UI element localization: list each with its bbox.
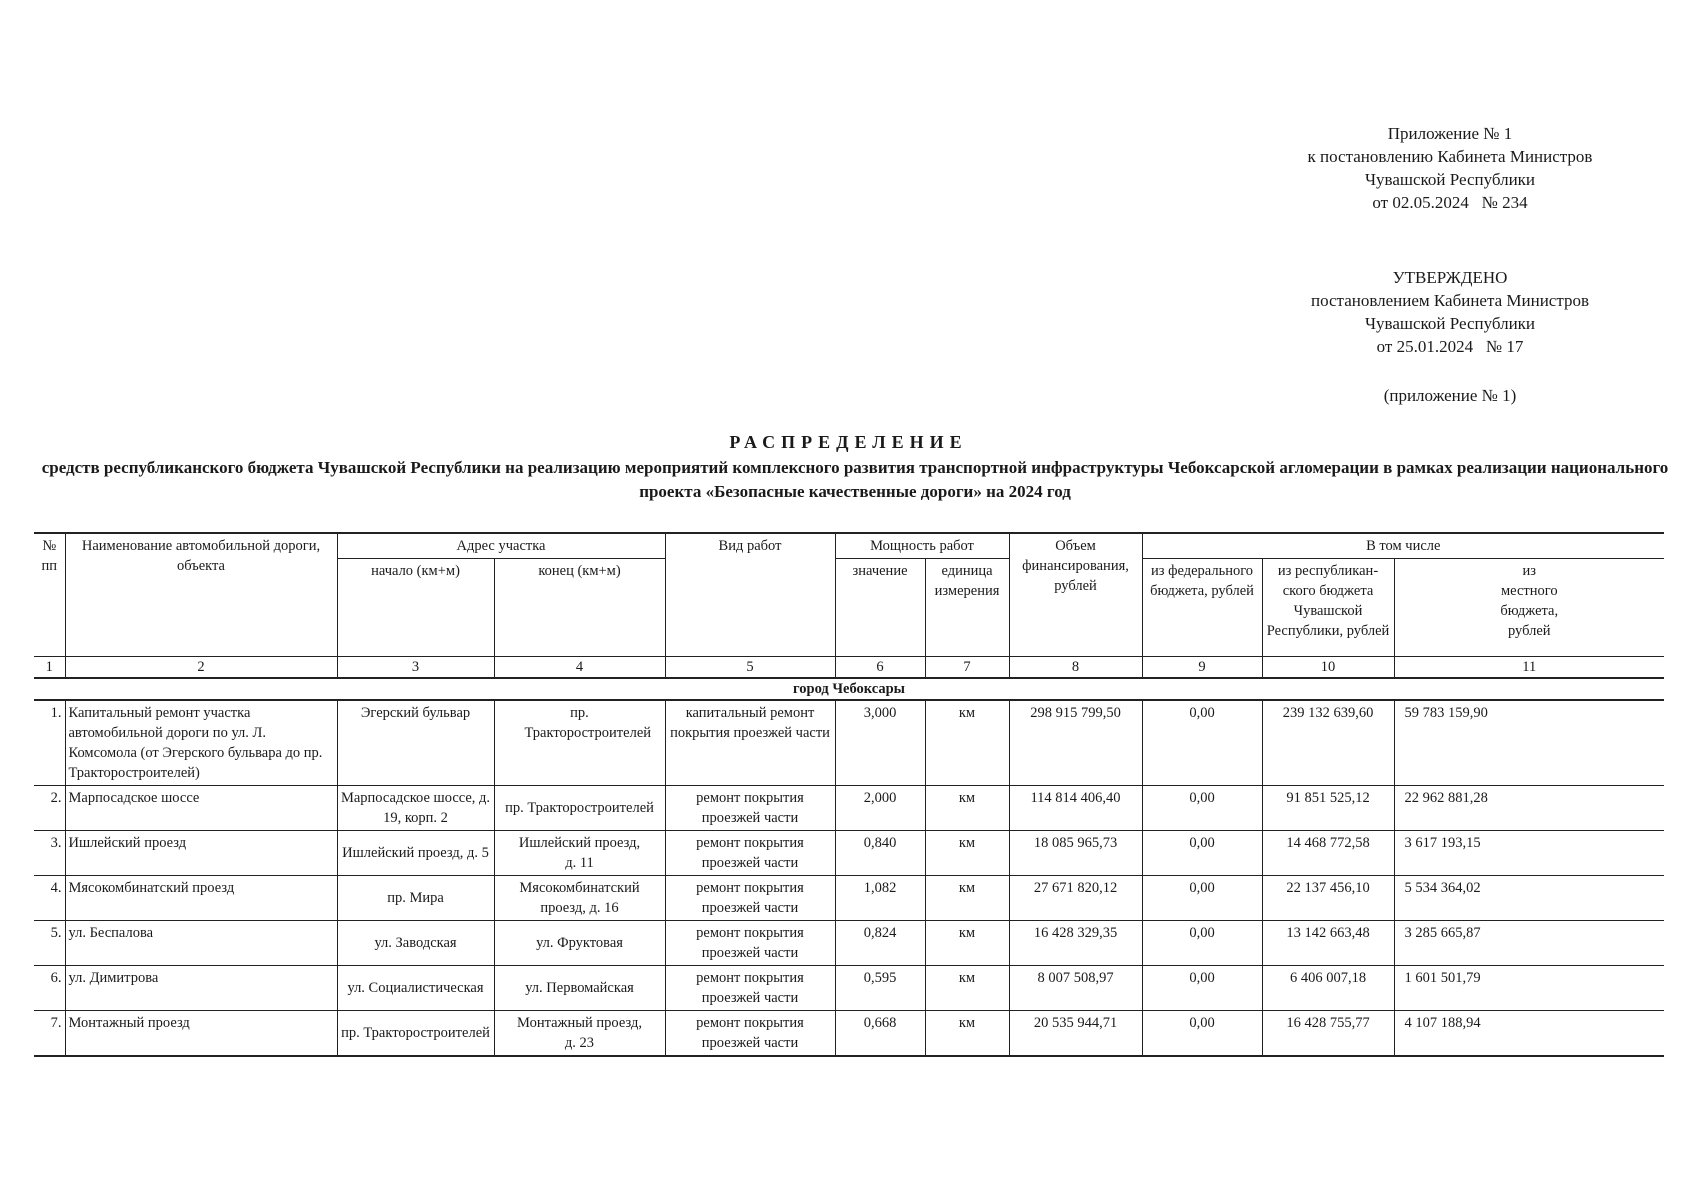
end-address: Ишлейский проезд, д. 11 [494, 831, 665, 876]
road-name: ул. Димитрова [65, 966, 337, 1011]
table-row [34, 921, 1664, 966]
capacity-unit: км [925, 786, 1009, 831]
approved-line-2: постановлением Кабинета Министров [1310, 291, 1590, 310]
header-num: № пп [34, 533, 65, 657]
capacity-value: 1,082 [835, 876, 925, 921]
funding-republic: 91 851 525,12 [1262, 786, 1394, 831]
funding-republic: 239 132 639,60 [1262, 700, 1394, 786]
row-number: 3. [34, 831, 65, 876]
funding-republic: 6 406 007,18 [1262, 966, 1394, 1011]
funding-republic: 14 468 772,58 [1262, 831, 1394, 876]
appendix-line-2: к постановлению Кабинета Министров [1307, 147, 1593, 166]
start-address: Марпосадское шоссе, д. 19, корп. 2 [337, 786, 494, 831]
funding-republic: 22 137 456,10 [1262, 876, 1394, 921]
header-federal: из федерального бюджета, рублей [1142, 559, 1262, 657]
funding-local: 3 285 665,87 [1394, 921, 1664, 966]
col-number: 4 [494, 657, 665, 679]
work-type: капитальный ремонт покрытия проезжей части [665, 700, 835, 786]
start-address: Ишлейский проезд, д. 5 [337, 831, 494, 876]
header-funding: Объем финансирования, рублей [1009, 533, 1142, 657]
road-name: Марпосадское шоссе [65, 786, 337, 831]
col-number: 6 [835, 657, 925, 679]
header-value: значение [835, 559, 925, 657]
capacity-unit: км [925, 921, 1009, 966]
header-start: начало (км+м) [337, 559, 494, 657]
table-row [34, 1011, 1664, 1057]
funding-local: 59 783 159,90 [1394, 700, 1664, 786]
work-type: ремонт покрытия проезжей части [665, 786, 835, 831]
capacity-unit: км [925, 1011, 1009, 1057]
col-number: 8 [1009, 657, 1142, 679]
col-number: 5 [665, 657, 835, 679]
capacity-value: 3,000 [835, 700, 925, 786]
start-address: пр. Мира [337, 876, 494, 921]
table-row [34, 831, 1664, 876]
funding-republic: 13 142 663,48 [1262, 921, 1394, 966]
funding-total: 8 007 508,97 [1009, 966, 1142, 1011]
funding-federal: 0,00 [1142, 786, 1262, 831]
document-subtitle: средств республиканского бюджета Чувашской Республики на реализацию мероприятий комплексного развития транспортной инфраструктуры Чебоксарской агломерации в рамках реализации национального проекта «Безопасные качественные дороги» на 2024 год [41, 458, 1669, 501]
table-row [34, 786, 1664, 831]
row-number: 4. [34, 876, 65, 921]
table-row [34, 876, 1664, 921]
funding-federal: 0,00 [1142, 700, 1262, 786]
section-title: город Чебоксары [34, 678, 1664, 700]
row-number: 1. [34, 700, 65, 786]
funding-total: 18 085 965,73 [1009, 831, 1142, 876]
col-number: 2 [65, 657, 337, 679]
funding-total: 298 915 799,50 [1009, 700, 1142, 786]
capacity-unit: км [925, 700, 1009, 786]
end-address: пр. Тракторостроителей [494, 786, 665, 831]
header-road: Наименование автомобильной дороги, объекта [65, 533, 337, 657]
capacity-value: 0,595 [835, 966, 925, 1011]
col-number: 10 [1262, 657, 1394, 679]
start-address: Эгерский бульвар [337, 700, 494, 786]
approved-line-4: от 25.01.2024 № 17 [1376, 337, 1524, 356]
col-number: 3 [337, 657, 494, 679]
funding-republic: 16 428 755,77 [1262, 1011, 1394, 1057]
row-number: 2. [34, 786, 65, 831]
end-address: ул. Фруктовая [494, 921, 665, 966]
table-row [34, 966, 1664, 1011]
capacity-value: 2,000 [835, 786, 925, 831]
col-number: 7 [925, 657, 1009, 679]
work-type: ремонт покрытия проезжей части [665, 966, 835, 1011]
work-type: ремонт покрытия проезжей части [665, 831, 835, 876]
appendix-line-4: от 02.05.2024 № 234 [1372, 193, 1528, 212]
capacity-value: 0,840 [835, 831, 925, 876]
capacity-value: 0,668 [835, 1011, 925, 1057]
header-end: конец (км+м) [494, 559, 665, 657]
table-row [34, 700, 1664, 786]
work-type: ремонт покрытия проезжей части [665, 1011, 835, 1057]
end-address: Мясокомбинатский проезд, д. 16 [494, 876, 665, 921]
document-title: РАСПРЕДЕЛЕНИЕ [729, 432, 968, 452]
row-number: 5. [34, 921, 65, 966]
road-name: Ишлейский проезд [65, 831, 337, 876]
header-unit: единица измерения [925, 559, 1009, 657]
section-row [34, 678, 1664, 700]
capacity-unit: км [925, 876, 1009, 921]
approved-line-3: Чувашской Республики [1364, 314, 1536, 333]
work-type: ремонт покрытия проезжей части [665, 876, 835, 921]
approved-note: (приложение № 1) [1383, 386, 1517, 405]
col-number: 1 [34, 657, 65, 679]
capacity-unit: км [925, 966, 1009, 1011]
work-type: ремонт покрытия проезжей части [665, 921, 835, 966]
funding-local: 1 601 501,79 [1394, 966, 1664, 1011]
funding-local: 4 107 188,94 [1394, 1011, 1664, 1057]
funding-federal: 0,00 [1142, 876, 1262, 921]
header-local: из местного бюджета, рублей [1394, 559, 1664, 657]
start-address: пр. Тракторостроителей [337, 1011, 494, 1057]
road-name: Капитальный ремонт участка автомобильной дороги по ул. Л. Комсомола (от Эгерского бульвара до пр. Тракторостроителей) [65, 700, 337, 786]
funding-local: 3 617 193,15 [1394, 831, 1664, 876]
end-address: пр. Тракторостроителей [494, 700, 665, 786]
header-including: В том числе [1142, 533, 1664, 559]
start-address: ул. Социалистическая [337, 966, 494, 1011]
column-number-row [34, 657, 1664, 679]
funding-federal: 0,00 [1142, 921, 1262, 966]
funding-federal: 0,00 [1142, 831, 1262, 876]
capacity-value: 0,824 [835, 921, 925, 966]
funding-total: 114 814 406,40 [1009, 786, 1142, 831]
capacity-unit: км [925, 831, 1009, 876]
funding-total: 16 428 329,35 [1009, 921, 1142, 966]
funding-local: 22 962 881,28 [1394, 786, 1664, 831]
appendix-line-3: Чувашской Республики [1364, 170, 1536, 189]
row-number: 7. [34, 1011, 65, 1057]
end-address: Монтажный проезд, д. 23 [494, 1011, 665, 1057]
appendix-block [1240, 122, 1660, 214]
header-capacity: Мощность работ [835, 533, 1009, 559]
col-number: 11 [1394, 657, 1664, 679]
funding-total: 20 535 944,71 [1009, 1011, 1142, 1057]
appendix-line-1: Приложение № 1 [1387, 124, 1513, 143]
road-name: Монтажный проезд [65, 1011, 337, 1057]
road-name: Мясокомбинатский проезд [65, 876, 337, 921]
header-work-type: Вид работ [665, 533, 835, 657]
road-name: ул. Беспалова [65, 921, 337, 966]
funding-federal: 0,00 [1142, 1011, 1262, 1057]
header-republic: из республикан-ского бюджета Чувашской Республики, рублей [1262, 559, 1394, 657]
start-address: ул. Заводская [337, 921, 494, 966]
funding-federal: 0,00 [1142, 966, 1262, 1011]
approved-line-1: УТВЕРЖДЕНО [1392, 268, 1508, 287]
row-number: 6. [34, 966, 65, 1011]
col-number: 9 [1142, 657, 1262, 679]
header-address: Адрес участка [337, 533, 665, 559]
distribution-table [34, 532, 1664, 1057]
funding-local: 5 534 364,02 [1394, 876, 1664, 921]
end-address: ул. Первомайская [494, 966, 665, 1011]
funding-total: 27 671 820,12 [1009, 876, 1142, 921]
approved-block [1240, 266, 1660, 358]
